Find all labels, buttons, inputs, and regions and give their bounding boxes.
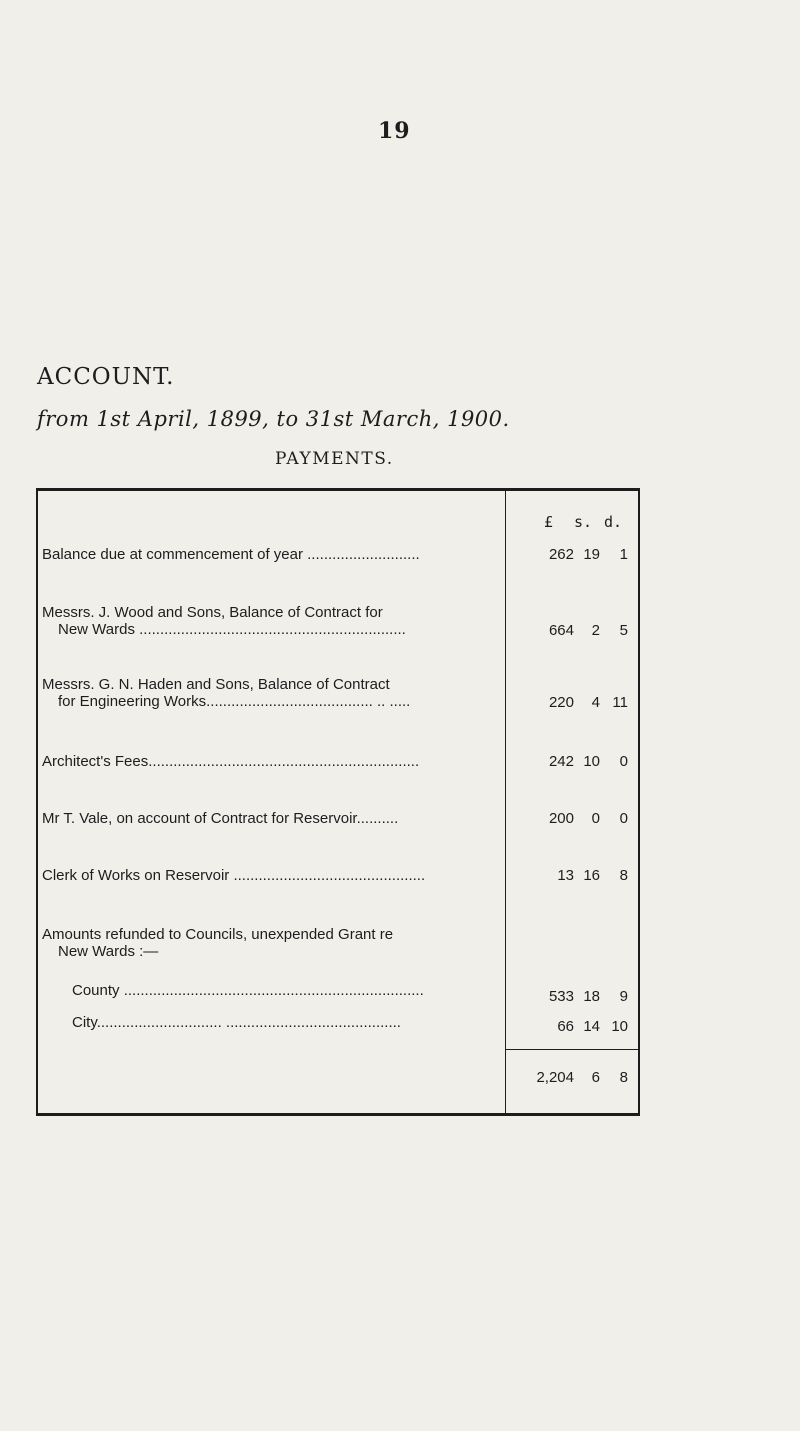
amount-pence: 0 — [619, 753, 628, 770]
amount-shillings: 10 — [583, 753, 600, 770]
amount-pounds: 262 — [548, 546, 574, 563]
entry-line: Amounts refunded to Councils, unexpended Grant re — [42, 926, 394, 943]
entry-amount — [468, 988, 634, 1005]
entry-amount — [468, 546, 634, 563]
page-number: 19 — [378, 118, 411, 144]
amount-pence: 5 — [619, 622, 628, 639]
amount-shillings: 16 — [583, 867, 600, 884]
entry-description — [42, 676, 490, 710]
currency-header — [544, 513, 622, 531]
amount-pence: 11 — [612, 694, 628, 711]
amount-pence: 10 — [611, 1018, 628, 1035]
total-amount — [468, 1069, 634, 1086]
entry-line: Balance due at commencement of year ........................... — [42, 546, 420, 563]
payments-label: PAYMENTS. — [275, 449, 394, 469]
amount-pence: 9 — [619, 988, 628, 1005]
amount-pence: 1 — [619, 546, 628, 563]
total-pence: 8 — [619, 1069, 628, 1086]
entry-line: Mr T. Vale, on account of Contract for Reservoir.......... — [42, 810, 399, 827]
amount-pounds: 533 — [548, 988, 574, 1005]
entry-amount — [468, 694, 634, 711]
entry-line: Architect's Fees................................................................. — [42, 753, 420, 770]
entry-amount — [468, 810, 634, 827]
shillings-symbol: s. — [574, 513, 593, 531]
amount-shillings: 14 — [583, 1018, 600, 1035]
entry-description — [42, 604, 490, 638]
entry-line-continued: New Wards :— — [58, 943, 159, 960]
amount-shillings: 18 — [583, 988, 600, 1005]
entry-line-continued: New Wards ................................................................ — [58, 621, 406, 638]
amount-shillings: 2 — [591, 622, 600, 639]
amount-shillings: 0 — [591, 810, 600, 827]
entry-description — [42, 546, 490, 563]
entry-amount — [468, 867, 634, 884]
entry-line: County ........................................................................ — [72, 982, 424, 999]
entry-amount — [468, 1018, 634, 1035]
entry-description — [42, 926, 490, 960]
entry-line: Messrs. J. Wood and Sons, Balance of Contract for — [42, 604, 383, 621]
total-shillings: 6 — [591, 1069, 600, 1086]
account-heading: ACCOUNT. — [37, 364, 175, 390]
total-pounds: 2,204 — [536, 1069, 574, 1086]
entry-amount — [468, 753, 634, 770]
amount-shillings: 4 — [591, 694, 600, 711]
amount-pounds: 242 — [548, 753, 574, 770]
entry-line-continued: for Engineering Works........................................ .. ..... — [58, 693, 411, 710]
pounds-symbol: £ — [544, 513, 554, 531]
amount-pence: 8 — [619, 867, 628, 884]
amount-pounds: 66 — [557, 1018, 574, 1035]
amount-pounds: 664 — [548, 622, 574, 639]
entry-description — [42, 867, 490, 884]
amount-pounds: 220 — [548, 694, 574, 711]
entry-line: City.............................. .......................................... — [72, 1014, 401, 1031]
amount-shillings: 19 — [583, 546, 600, 563]
amount-pounds: 13 — [557, 867, 574, 884]
entry-description — [72, 1014, 490, 1031]
amount-pounds: 200 — [548, 810, 574, 827]
entry-line: Clerk of Works on Reservoir .............................................. — [42, 867, 426, 884]
entry-amount — [468, 622, 634, 639]
total-rule — [505, 1049, 638, 1050]
entry-line: Messrs. G. N. Haden and Sons, Balance of Contract — [42, 676, 390, 693]
period-subheading: from 1st April, 1899, to 31st March, 1900. — [37, 407, 510, 431]
entry-description — [42, 753, 490, 770]
entry-description — [72, 982, 490, 999]
amount-pence: 0 — [619, 810, 628, 827]
entry-description — [42, 810, 490, 827]
pence-symbol: d. — [604, 513, 623, 531]
